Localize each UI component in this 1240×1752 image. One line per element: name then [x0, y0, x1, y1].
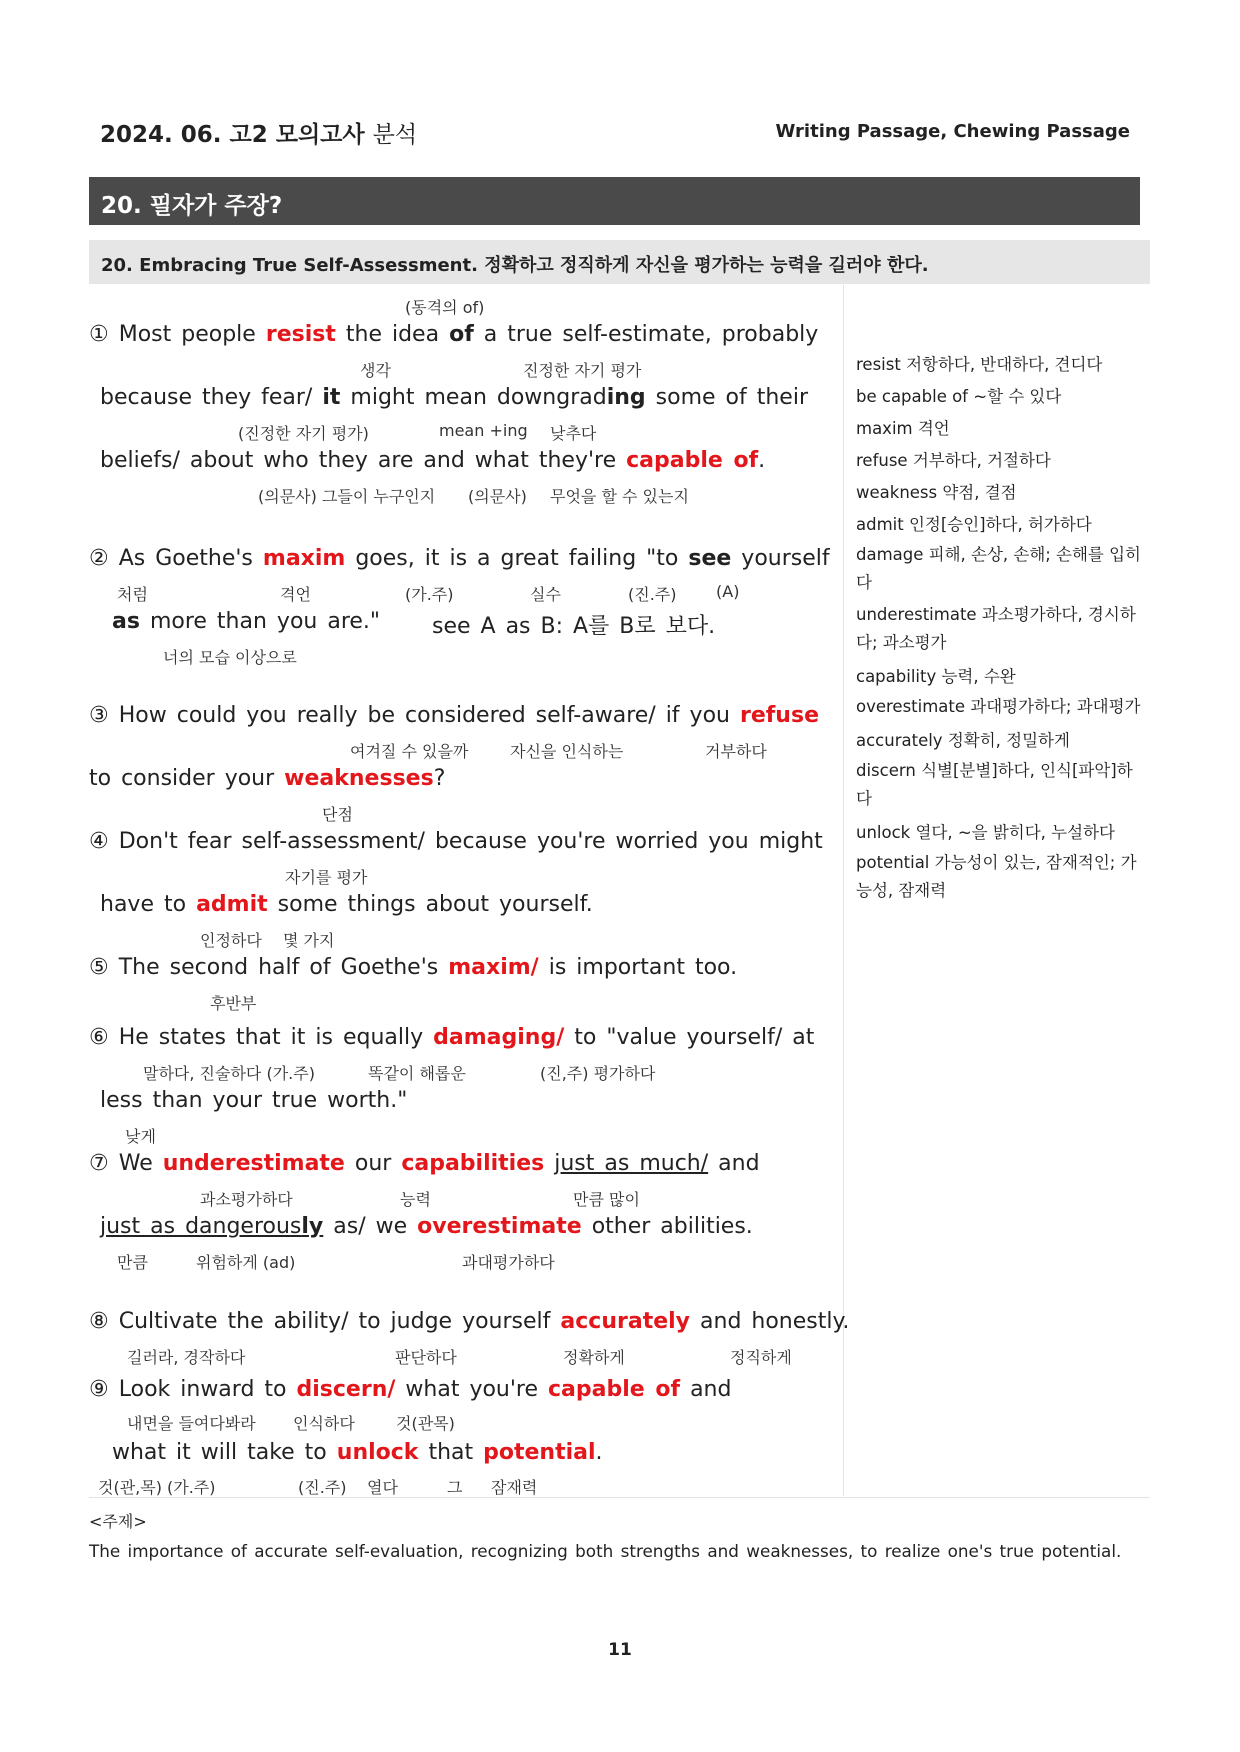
- vocab-item: potential 가능성이 있는, 잠재적인; 가능성, 잠재력: [856, 853, 1137, 900]
- gloss: (동격의 of): [405, 298, 485, 317]
- sentence-1-line-1: ① Most people resist the idea of a true self-estimate, probably: [89, 322, 819, 347]
- gloss: (A): [716, 582, 740, 601]
- gloss: 만큼: [117, 1253, 148, 1272]
- gloss: 인식하다: [293, 1414, 355, 1433]
- gloss: 위험하게 (ad): [196, 1253, 296, 1272]
- gloss: 격언: [280, 585, 311, 604]
- vocab-item: resist 저항하다, 반대하다, 견디다: [856, 355, 1103, 374]
- question-title: 20. 필자가 주장?: [101, 193, 283, 219]
- sentence-8-line-1: ⑧ Cultivate the ability/ to judge yourself accurately and honestly.: [89, 1309, 850, 1334]
- sentence-6-line-2: less than your true worth.": [100, 1088, 408, 1113]
- gloss: 잠재력: [491, 1478, 538, 1497]
- gloss: (진정한 자기 평가): [238, 424, 369, 443]
- gloss: (의문사): [468, 487, 527, 506]
- gloss: 판단하다: [395, 1348, 457, 1367]
- gloss: 열다: [367, 1478, 398, 1497]
- gloss: 처럼: [117, 585, 148, 604]
- topic-bar: [89, 240, 1150, 284]
- sentence-5-line-1: ⑤ The second half of Goethe's maxim/ is important too.: [89, 955, 738, 980]
- sentence-7-line-1: ⑦ We underestimate our capabilities just as much/ and: [89, 1151, 760, 1176]
- gloss: 여겨질 수 있을까: [350, 742, 469, 761]
- gloss: 정확하게: [563, 1348, 625, 1367]
- gloss: 똑같이 해롭운: [368, 1064, 466, 1083]
- vocab-item: be capable of ~할 수 있다: [856, 387, 1062, 406]
- gloss: 그: [447, 1478, 463, 1497]
- vocab-item: underestimate 과소평가하다, 경시하다; 과소평가: [856, 605, 1136, 652]
- vocab-item: capability 능력, 수완: [856, 667, 1016, 686]
- gloss: 낮추다: [550, 424, 597, 443]
- vocab-item: admit 인정[승인]하다, 허가하다: [856, 515, 1092, 534]
- gloss: 진정한 자기 평가: [523, 361, 642, 380]
- gloss: (의문사) 그들이 누구인지: [258, 487, 436, 506]
- sentence-6-line-1: ⑥ He states that it is equally damaging/ to "value yourself/ at: [89, 1025, 815, 1050]
- gloss: 후반부: [210, 994, 257, 1013]
- sentence-9-line-2: what it will take to unlock that potential.: [112, 1440, 603, 1465]
- gloss: mean +ing: [439, 421, 528, 440]
- gloss: 만큼 많이: [573, 1190, 640, 1209]
- sentence-2-line-1: ② As Goethe's maxim goes, it is a great failing "to see yourself: [89, 546, 830, 571]
- gloss: 자신을 인식하는: [510, 742, 624, 761]
- sentence-9-line-1: ⑨ Look inward to discern/ what you're capable of and: [89, 1377, 732, 1402]
- vocab-item: accurately 정확히, 정밀하게: [856, 731, 1070, 750]
- gloss: 과대평가하다: [462, 1253, 555, 1272]
- gloss: 낮게: [125, 1127, 156, 1146]
- gloss: (진.주): [628, 585, 677, 604]
- gloss: 말하다, 진술하다 (가.주): [143, 1064, 315, 1083]
- sentence-3-line-1: ③ How could you really be considered self-aware/ if you refuse: [89, 703, 819, 728]
- vocab-item: discern 식별[분별]하다, 인식[파악]하다: [856, 761, 1133, 808]
- vocab-item: overestimate 과대평가하다; 과대평가: [856, 697, 1141, 716]
- gloss: 몇 가지: [283, 931, 335, 950]
- topic-title: 20. Embracing True Self-Assessment. 정확하고 정직하게 자신을 평가하는 능력을 길러야 한다.: [101, 255, 929, 276]
- sentence-4-line-1: ④ Don't fear self-assessment/ because you're worried you might: [89, 829, 823, 854]
- vocab-item: maxim 격언: [856, 419, 950, 438]
- section-divider: [89, 1497, 1150, 1498]
- gloss: 생각: [360, 361, 391, 380]
- gloss: 길러라, 경작하다: [127, 1348, 246, 1367]
- vocab-item: weakness 약점, 결점: [856, 483, 1017, 502]
- gloss: 무엇을 할 수 있는지: [550, 487, 689, 506]
- gloss: 능력: [400, 1190, 431, 1209]
- gloss: 자기를 평가: [285, 868, 368, 887]
- gloss: (진,주) 평가하다: [540, 1064, 656, 1083]
- vocab-item: damage 피해, 손상, 손해; 손해를 입히다: [856, 545, 1141, 592]
- vocab-list: [856, 349, 1146, 909]
- sentence-2-note: see A as B: A를 B로 보다.: [432, 614, 716, 639]
- sentence-4-line-2: have to admit some things about yourself.: [100, 892, 593, 917]
- vocab-item: unlock 열다, ~을 밝히다, 누설하다: [856, 823, 1115, 842]
- gloss: 단점: [322, 805, 353, 824]
- page-number: 11: [608, 1640, 632, 1660]
- gloss: 내면을 들여다봐라: [127, 1414, 256, 1433]
- gloss: 과소평가하다: [200, 1190, 293, 1209]
- gloss: 인정하다: [200, 931, 262, 950]
- gloss: 정직하게: [730, 1348, 792, 1367]
- theme-heading: <주제>: [89, 1512, 147, 1531]
- sentence-1-line-3: beliefs/ about who they are and what they're capable of.: [100, 448, 766, 473]
- document-title: 2024. 06. 고2 모의고사 분석: [100, 122, 418, 148]
- gloss: 것(관,목) (가.주): [98, 1478, 216, 1497]
- sentence-2-line-2: as more than you are.": [112, 609, 381, 634]
- gloss: (진.주): [298, 1478, 347, 1497]
- gloss: 너의 모습 이상으로: [163, 648, 297, 667]
- sentence-7-line-2: just as dangerously as/ we overestimate other abilities.: [100, 1214, 753, 1239]
- document-subtitle: Writing Passage, Chewing Passage: [775, 121, 1130, 142]
- sentence-3-line-2: to consider your weaknesses?: [89, 766, 446, 791]
- question-bar: [89, 177, 1140, 225]
- vocab-item: refuse 거부하다, 거절하다: [856, 451, 1051, 470]
- theme-text: The importance of accurate self-evaluation, recognizing both strengths and weaknesses, to realize one's true potential.: [89, 1541, 1122, 1561]
- sentence-1-line-2: because they fear/ it might mean downgrading some of their: [100, 385, 808, 410]
- gloss: 것(관목): [396, 1414, 455, 1433]
- gloss: 실수: [530, 585, 561, 604]
- gloss: 거부하다: [705, 742, 767, 761]
- gloss: (가.주): [405, 585, 454, 604]
